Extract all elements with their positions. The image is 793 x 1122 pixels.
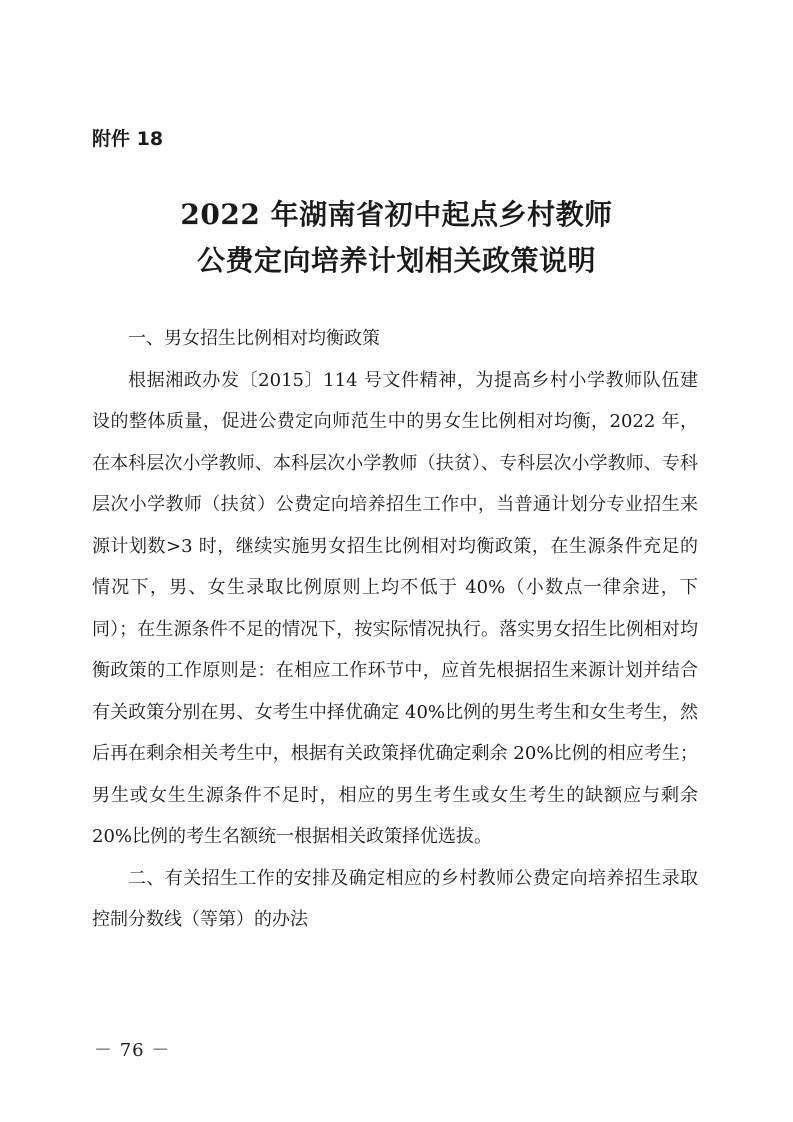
section-heading-2: 二、有关招生工作的安排及确定相应的乡村教师公费定向培养招生录取控制分数线（等第）的办法 [92, 867, 698, 930]
document-title-line-1: 2022 年湖南省初中起点乡村教师 [180, 198, 613, 231]
document-title-line-2: 公费定向培养计划相关政策说明 [196, 244, 596, 277]
document-body [92, 318, 698, 941]
section-heading-1: 一、男女招生比例相对均衡政策 [128, 328, 380, 349]
page-number: － 76 － [94, 1040, 171, 1061]
section-paragraph-1: 根据湘政办发〔2015〕114 号文件精神，为提高乡村小学教师队伍建设的整体质量，促进公费定向师范生中的男女生比例相对均衡，2022 年，在本科层次小学教师、本科层次小学教师（扶贫）、专科层次小学教师、专科层次小学教师（扶贫）公费定向培养招生工作中，当普通计划分专业招生来源计划数>3 时，继续实施男女招生比例相对均衡政策，在生源条件充足的情况下，男、女生录取比例原则上均不低于 40%（小数点一律余进，下同）；在生源条件不足的情况下，按实际情况执行。落实男女招生比例相对均衡政策的工作原则是：在相应工作环节中，应首先根据招生来源计划并结合有关政策分别在男、女考生中择优确定 40%比例的男生考生和女生考生，然后再在剩余相关考生中，根据有关政策择优确定剩余 20%比例的相应考生；男生或女生生源条件不足时，相应的男生考生或女生考生的缺额应与剩余 20%比例的考生名额统一根据相关政策择优选拔。 [92, 369, 698, 847]
attachment-label: 附件 18 [92, 128, 164, 150]
